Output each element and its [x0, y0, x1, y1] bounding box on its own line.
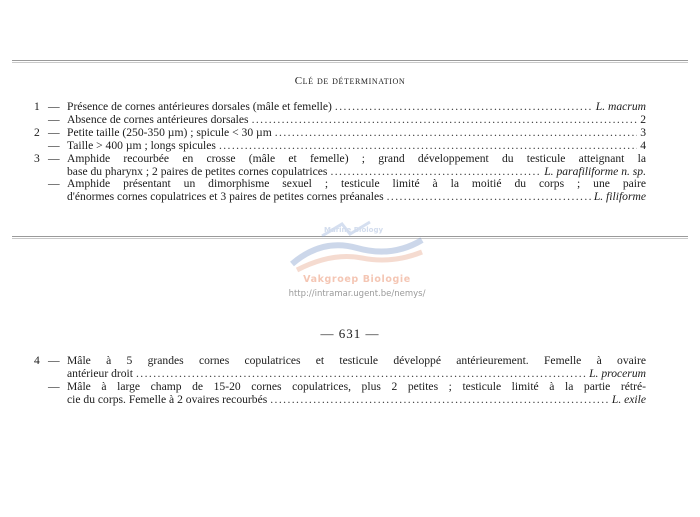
- entry-result: L. macrum: [595, 100, 646, 113]
- key-entry-1a: [34, 101, 646, 114]
- watermark-logo-text: Marine Biology: [324, 226, 384, 234]
- entry-text: Amphide recourbée en crosse (mâle et femelle) ; grand développement du testicule atteignant la: [67, 151, 646, 165]
- entry-number: 4: [34, 354, 40, 367]
- key-entry-4a: [34, 355, 646, 381]
- entry-text: Amphide présentant un dimorphisme sexuel ; testicule limité à la moitié du corps ; une paire: [67, 177, 646, 191]
- leader-dots: [270, 394, 609, 407]
- watermark-url: http://intramar.ugent.be/nemys/: [288, 289, 426, 299]
- key-entry-2b: [34, 140, 646, 153]
- leader-dots: [275, 127, 637, 140]
- entry-text-last-line: d'énormes cornes copulatrices et 3 paires de petites cornes préanales: [67, 190, 384, 204]
- entry-text: Taille > 400 µm ; longs spicules: [67, 138, 216, 152]
- key-entry-4b: [34, 381, 646, 407]
- entry-dash: —: [48, 125, 60, 139]
- key-entry-3b: [34, 178, 646, 204]
- entry-result: 2: [640, 112, 646, 126]
- entry-result: L. parafiliforme n. sp.: [544, 164, 646, 178]
- entry-text-last-line: base du pharynx ; 2 paires de petites cornes copulatrices: [67, 164, 328, 178]
- entry-dash: —: [48, 177, 60, 191]
- watermark: [262, 218, 452, 310]
- entry-result: L. procerum: [589, 366, 646, 380]
- entry-text: Absence de cornes antérieures dorsales: [67, 112, 249, 126]
- entry-number: 2: [34, 125, 40, 139]
- entry-dash: —: [48, 379, 60, 393]
- entry-dash: —: [48, 100, 60, 113]
- entry-result: 3: [640, 125, 646, 139]
- determination-key: [34, 101, 646, 204]
- entry-text-last-line: cie du corps. Femelle à 2 ovaires recourbés: [67, 392, 268, 406]
- key-entry-3a: [34, 153, 646, 179]
- leader-dots: [219, 140, 637, 153]
- key-heading: Clé de détermination: [294, 75, 406, 87]
- page-number: — 631 —: [320, 326, 380, 341]
- entry-result: L. filiforme: [593, 190, 646, 204]
- top-rule-2: [12, 62, 688, 63]
- entry-number: 3: [34, 151, 40, 165]
- entry-text: Petite taille (250-350 µm) ; spicule < 30 µm: [67, 125, 272, 139]
- leader-dots: [387, 191, 591, 204]
- determination-key-continued: [34, 355, 646, 407]
- entry-result: L. exile: [611, 392, 646, 406]
- entry-text: Mâle à large champ de 15-20 cornes copulatrices, plus 2 petites ; testicule limité à la partie rétré-: [67, 379, 646, 393]
- entry-text: Présence de cornes antérieures dorsales (mâle et femelle): [67, 100, 332, 113]
- entry-number: 1: [34, 100, 40, 113]
- marine-biology-logo: [282, 218, 432, 274]
- entry-result: 4: [640, 138, 646, 152]
- key-entry-2a: [34, 127, 646, 140]
- leader-dots: [252, 114, 638, 127]
- top-rule: [12, 60, 688, 61]
- entry-text-last-line: antérieur droit: [67, 366, 133, 380]
- entry-dash: —: [48, 354, 60, 367]
- entry-text: Mâle à 5 grandes cornes copulatrices et testicule développé antérieurement. Femelle à ovaire: [67, 354, 646, 367]
- entry-dash: —: [48, 112, 60, 126]
- watermark-name: Vakgroep Biologie: [303, 274, 411, 285]
- key-entry-1b: [34, 114, 646, 127]
- entry-dash: —: [48, 138, 60, 152]
- entry-dash: —: [48, 151, 60, 165]
- leader-dots: [136, 368, 586, 381]
- leader-dots: [335, 101, 593, 114]
